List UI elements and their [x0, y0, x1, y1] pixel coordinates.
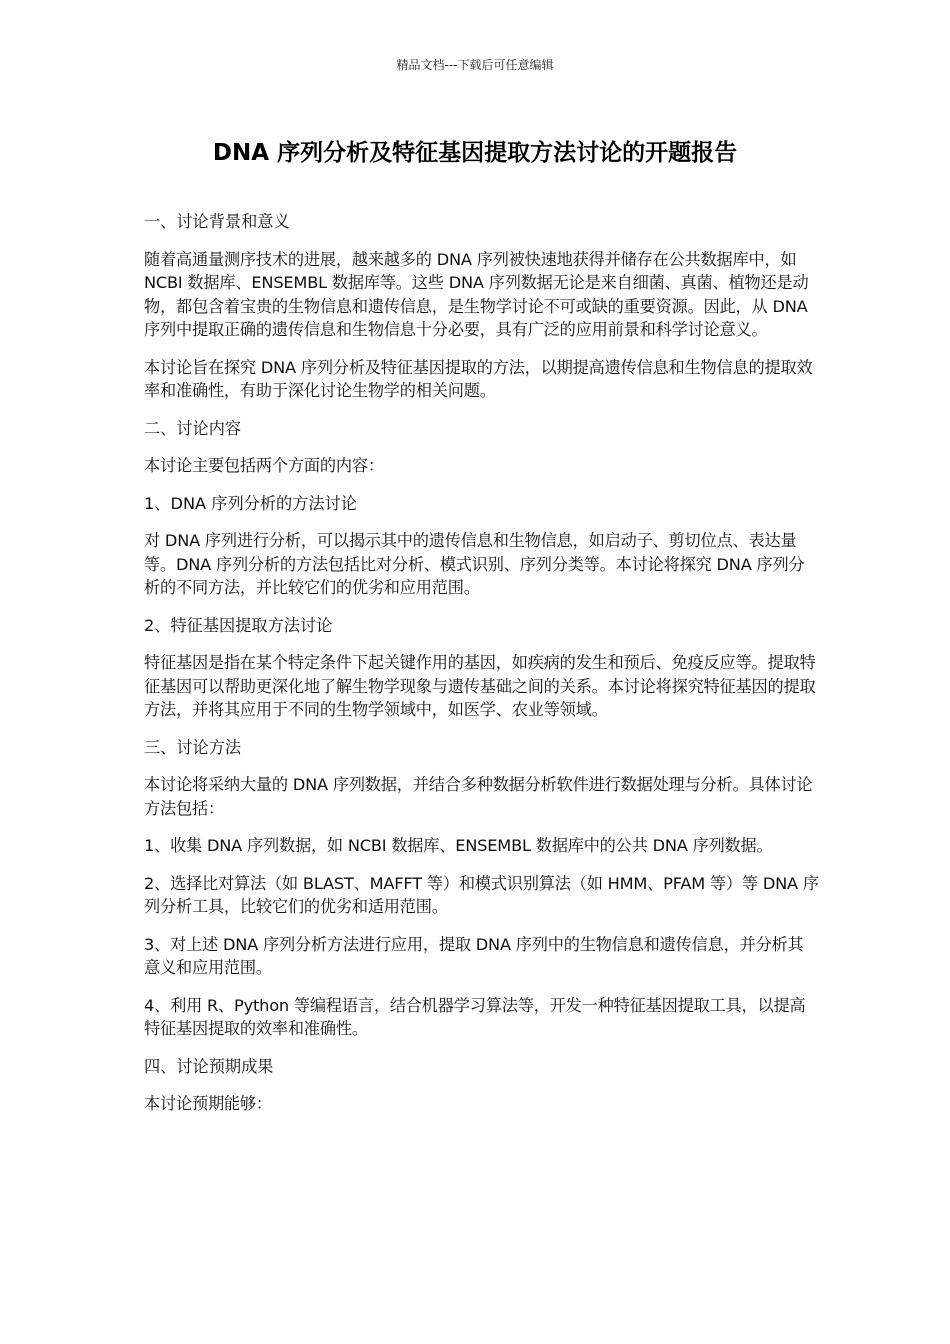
paragraph-feature-gene: 特征基因是指在某个特定条件下起关键作用的基因，如疾病的发生和预后、免疫反应等。提取特征基因可以帮助更深化地了解生物学现象与遗传基础之间的关系。本讨论将探究特征基因的提取方法，并将其应用于不同的生物学领域中，如医学、农业等领域。: [144, 653, 816, 719]
paragraph-methods-intro: 本讨论将采纳大量的 DNA 序列数据，并结合多种数据分析软件进行数据处理与分析。具体讨论方法包括：: [144, 775, 813, 818]
paragraph-outcomes-intro: 本讨论预期能够：: [144, 1094, 272, 1113]
paragraph-sequence-analysis: 对 DNA 序列进行分析，可以揭示其中的遗传信息和生物信息，如启动子、剪切位点、表达量等。DNA 序列分析的方法包括比对分析、模式识别、序列分类等。本讨论将探究 DNA 序列分析的不同方法，并比较它们的优劣和应用范围。: [144, 531, 805, 597]
section-heading-outcomes: 四、讨论预期成果: [144, 1056, 274, 1076]
paragraph-content-intro: 本讨论主要包括两个方面的内容：: [144, 456, 384, 475]
paragraph-background: 随着高通量测序技术的进展，越来越多的 DNA 序列被快速地获得并储存在公共数据库中，如 NCBI 数据库、ENSEMBL 数据库等。这些 DNA 序列数据无论是来自细菌、真菌、植物还是动物，都包含着宝贵的生物信息和遗传信息，是生物学讨论不可或缺的重要资源。因此，从 DNA 序列中提取正确的遗传信息和生物信息十分必要，具有广泛的应用前景和科学讨论意义。: [144, 249, 809, 339]
document-title: DNA 序列分析及特征基因提取方法讨论的开题报告: [212, 140, 738, 166]
subheading-feature-gene: 2、特征基因提取方法讨论: [144, 615, 333, 635]
subheading-sequence-analysis: 1、DNA 序列分析的方法讨论: [144, 493, 357, 513]
method-item-4: 4、利用 R、Python 等编程语言，结合机器学习算法等，开发一种特征基因提取工具，以提高特征基因提取的效率和准确性。: [144, 995, 806, 1038]
method-item-3: 3、对上述 DNA 序列分析方法进行应用，提取 DNA 序列中的生物信息和遗传信息，并分析其意义和应用范围。: [144, 934, 804, 977]
document-body: [144, 210, 819, 1130]
method-item-1: 1、收集 DNA 序列数据，如 NCBI 数据库、ENSEMBL 数据库中的公共 DNA 序列数据。: [144, 836, 773, 855]
method-item-2: 2、选择比对算法（如 BLAST、MAFFT 等）和模式识别算法（如 HMM、PFAM 等）等 DNA 序列分析工具，比较它们的优劣和适用范围。: [144, 873, 819, 916]
section-heading-content: 二、讨论内容: [144, 418, 242, 438]
section-heading-background: 一、讨论背景和意义: [144, 212, 290, 231]
header-note: 精品文档---下载后可任意编辑: [396, 58, 554, 72]
section-heading-methods: 三、讨论方法: [144, 737, 242, 757]
paragraph-purpose: 本讨论旨在探究 DNA 序列分析及特征基因提取的方法，以期提高遗传信息和生物信息的提取效率和准确性，有助于深化讨论生物学的相关问题。: [144, 357, 813, 400]
